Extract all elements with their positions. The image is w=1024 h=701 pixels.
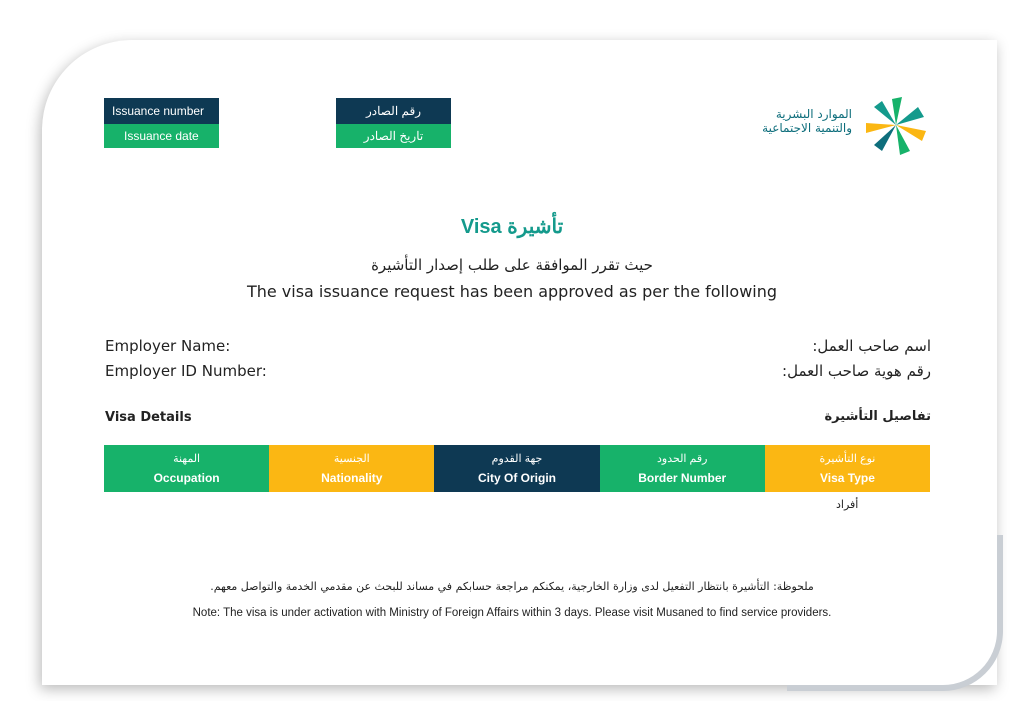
employer-name-label-ar: اسم صاحب العمل: [812,337,931,355]
employer-name-label: Employer Name: [105,337,231,355]
logo-line2: والتنمية الاجتماعية [762,121,852,135]
column-occupation [104,445,269,492]
column-border-number-ar: رقم الحدود [656,452,708,465]
column-visa-type-ar: نوع التأشيرة [819,452,876,465]
visa-details-title-ar: تفاصيل التأشيرة [824,409,931,424]
visa-details-table-header [104,445,930,492]
subtitle-arabic: حيث تقرر الموافقة على طلب إصدار التأشيرة [371,256,653,274]
page-title: Visa تأشيرة [460,216,564,238]
issuance-box-en [104,98,219,148]
issuance-date-label: Issuance date [104,124,219,148]
issuance-box-ar [336,98,451,148]
visa-type-value: أفراد [836,498,859,511]
note-english: Note: The visa is under activation with Ministry of Foreign Affairs within 3 days. Please visit Musaned to find service providers. [192,607,832,619]
column-nationality-ar: الجنسية [333,452,370,465]
logo-star-icon [860,95,930,155]
column-city-of-origin [434,445,599,492]
employer-id-label-ar: رقم هوية صاحب العمل: [782,362,931,380]
logo-line1: الموارد البشرية [775,107,852,121]
ministry-logo [750,95,930,155]
issuance-number-label: Issuance number [104,98,219,124]
subtitle-english: The visa issuance request has been approved as per the following [246,282,778,301]
column-visa-type-en: Visa Type [819,470,875,485]
column-occupation-en: Occupation [153,470,220,485]
column-nationality [269,445,434,492]
note-arabic: .ملحوظة: التأشيرة بانتظار التفعيل لدى وزارة الخارجية، يمكنكم مراجعة حسابكم في مساند للبحث عن مقدمي الخدمة والتواصل معهم [210,580,814,593]
column-city-of-origin-en: City Of Origin [478,470,556,485]
issuance-number-label-ar: رقم الصادر [336,98,451,124]
employer-id-label: Employer ID Number: [105,362,267,380]
column-border-number-en: Border Number [638,470,727,485]
column-visa-type [765,445,930,492]
column-city-of-origin-ar: جهة القدوم [491,452,543,465]
issuance-date-label-ar: تاريخ الصادر [336,124,451,148]
column-nationality-en: Nationality [321,470,383,485]
column-border-number [600,445,765,492]
column-occupation-ar: المهنة [173,452,201,465]
logo-text [762,107,852,135]
visa-details-title: Visa Details [105,410,192,425]
